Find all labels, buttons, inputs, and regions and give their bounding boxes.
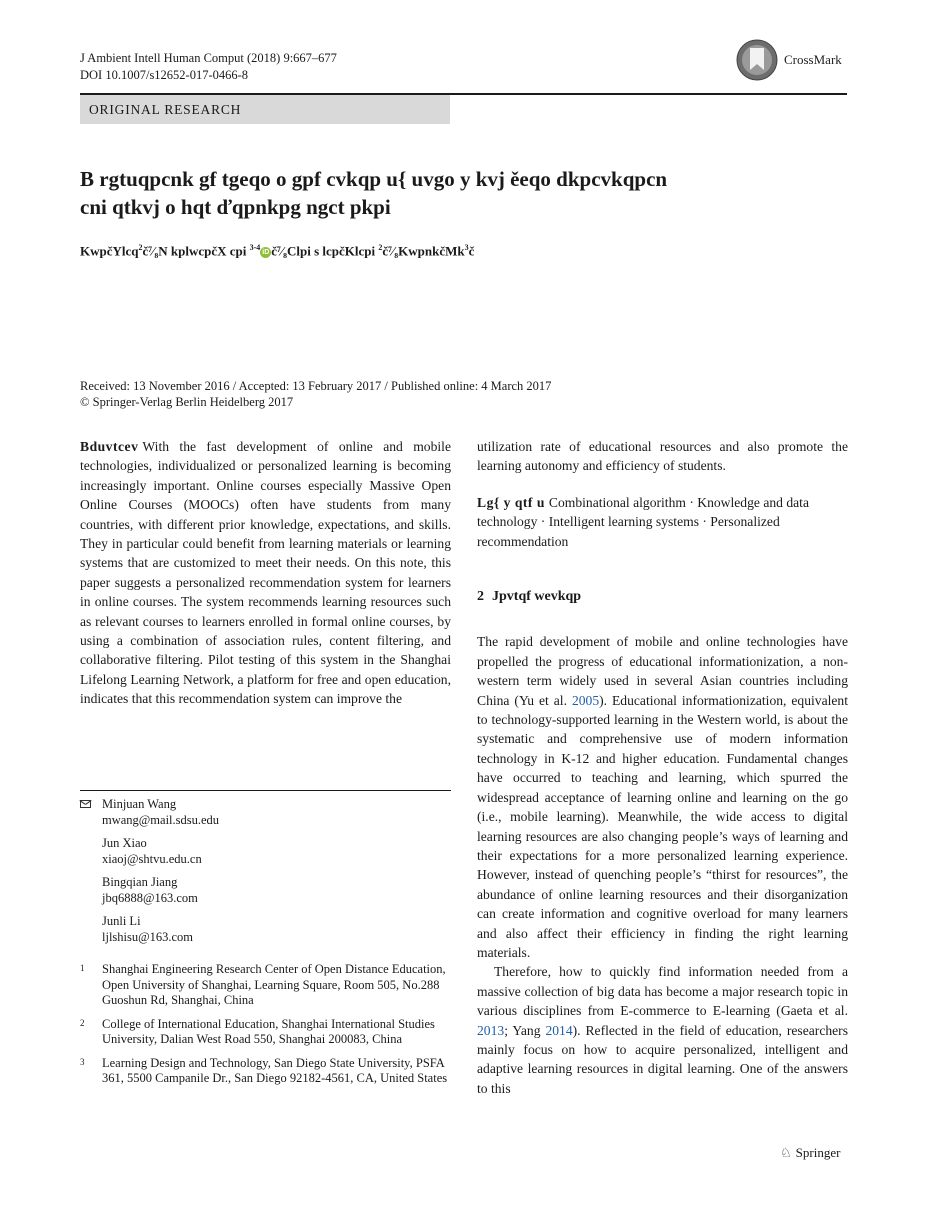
citation-link[interactable]: 2013 <box>477 1022 505 1038</box>
dates-line: Received: 13 November 2016 / Accepted: 13 February 2017 / Published online: 4 March 2017 <box>80 379 552 393</box>
author-text-1: KwpčYlcq <box>80 243 139 259</box>
article-title <box>80 165 800 221</box>
affiliation-text: Shanghai Engineering Research Center of Open Distance Education, Open University of Shanghai, Learning Square, Room 505, No.288 Guoshun Rd, Shanghai, China <box>102 962 446 1007</box>
section-title: Jpvtqf wevkqp <box>492 589 582 605</box>
contact-email[interactable]: mwang@mail.sdsu.edu <box>102 812 220 827</box>
title-line-1: B rgtuqpcnk gf tgeqo o gpf cvkqp u{ uvgo y kvj ěeqo dkpcvkqpcn <box>80 167 668 191</box>
contact-name: Jun Xiao <box>102 836 147 850</box>
intro-paragraph-1 <box>477 632 848 962</box>
publisher-name: Springer <box>795 1145 841 1160</box>
orcid-icon[interactable]: iD <box>262 249 270 257</box>
crossmark-icon <box>736 39 778 81</box>
author-text-3: č⁷⁄₈Clpi s lcpčKlcpi <box>271 243 379 259</box>
author-sup-2: 3-4 <box>249 243 261 252</box>
author-text-4: č⁷⁄₈KwpnkčMk <box>382 243 465 259</box>
paragraph-text: The rapid development of mobile and online technologies have propelled the progress of educational informationization, a non-western term widely used in several Asian countries including China (Yu et al. <box>477 634 848 708</box>
contact-entry <box>80 914 451 945</box>
affiliation-number: 3 <box>80 1056 85 1067</box>
title-line-2: cni qtkvj o hqt ďqpnkpg ngct pkpi <box>80 195 391 219</box>
contact-email[interactable]: xiaoj@shtvu.edu.cn <box>102 851 202 866</box>
paragraph-text: ). Reflected in the field of education, researchers mainly focus on how to acquire personalized, intelligent and adaptive learning resources in digital learning. One of the answers to this <box>477 1022 849 1096</box>
article-type-banner: ORIGINAL RESEARCH <box>80 95 450 124</box>
contact-name: Junli Li <box>102 914 141 928</box>
keywords-text: Combinational algorithm · Knowledge and data technology · Intelligent learning systems · Personalized recommendation <box>477 494 809 549</box>
affiliation-entry <box>80 962 451 1009</box>
abstract-text: With the fast development of online and mobile technologies, individualized or personalized learning is becoming increasingly important. Online courses especially Massive Open Online Courses (MOOCs) often have students from many countries, with different prior knowledge, expectations, and skills. They in particular could benefit from learning materials or learning systems that are customized to meet their needs. On this note, this paper suggests a personalized recommendation system for learners in online courses. The system recommends learning resources such as relevant courses to learners enrolled in formal online courses, by using a combination of association rules, content filtering, and collaborative filtering. Pilot testing of this system in the Shanghai Lifelong Learning Network, a platform for free and open education, indicates that this recommendation system can improve the <box>80 439 451 707</box>
author-sup-3: 2 <box>378 243 383 252</box>
affiliation-text: College of International Education, Shanghai International Studies University, Dalian West Road 550, Shanghai 200083, China <box>102 1016 435 1046</box>
journal-doi[interactable]: DOI 10.1007/s12652-017-0466-8 <box>80 68 249 82</box>
affiliation-number: 1 <box>80 963 85 973</box>
paragraph-text: ; Yang <box>504 1022 546 1038</box>
author-text-2: č⁷⁄₈N kplwcpčX cpi <box>142 243 250 259</box>
publisher-footer <box>780 1145 840 1161</box>
intro-paragraph-2 <box>477 962 848 1098</box>
abstract-heading: Bduvtcev <box>80 439 139 454</box>
author-sup-1: 2 <box>138 243 143 252</box>
affiliation-entry <box>80 1017 451 1048</box>
publication-dates <box>80 378 780 410</box>
paragraph-text: ). Educational informationization, equivalent to technology-supported learning in the Western world, is about the systematic and comprehensive use of modern information technology in K-12 and higher education. Fundamental changes have occurred to teaching and learning, which spurred the widespread acceptance of learning online and learning on the go (i.e., mobile learning). Meanwhile, the wide access to digital learning resources are also changing people’s ways of learning and their expectations for a more personalized learning experience. However, instead of quenching people’s “thirst for resources”, the abundance of online learning resources and their disorganization can create information and cognitive overload for many learners and also affect their efficiency in finding the right learning materials. <box>477 692 849 960</box>
author-sup-4: 3 <box>464 243 469 252</box>
crossmark-badge[interactable] <box>736 38 848 82</box>
footnote-rule <box>80 790 451 791</box>
contact-entry <box>80 836 451 867</box>
keywords <box>477 493 848 551</box>
section-number: 2 <box>477 589 484 605</box>
contact-name: Bingqian Jiang <box>102 875 178 889</box>
paragraph-text: Therefore, how to quickly find information needed from a massive collection of big data has become a major research topic in various disciplines from E-commerce to E-learning (Gaeta et al. <box>477 964 848 1019</box>
contact-list <box>80 797 451 953</box>
keywords-heading: Lg{ y qtf u <box>477 494 545 510</box>
section-heading <box>477 587 848 606</box>
copyright-line: © Springer-Verlag Berlin Heidelberg 2017 <box>80 395 294 409</box>
contact-name: Minjuan Wang <box>102 797 177 811</box>
citation-link[interactable]: 2005 <box>571 692 600 708</box>
affiliation-entry <box>80 1056 451 1087</box>
envelope-icon <box>80 800 91 808</box>
abstract-continuation: utilization rate of educational resources and also promote the learning autonomy and efficiency of students. <box>477 439 848 474</box>
contact-entry <box>80 875 451 906</box>
author-list <box>80 243 800 259</box>
affiliation-list <box>80 962 451 1095</box>
springer-horse-icon: ♘ <box>780 1145 792 1160</box>
author-text-5: č <box>468 243 475 259</box>
crossmark-label: CrossMark <box>784 52 842 67</box>
citation-link[interactable]: 2014 <box>545 1022 573 1038</box>
affiliation-text: Learning Design and Technology, San Diego State University, PSFA 361, 5500 Campanile Dr., San Diego 92182-4561, CA, United States <box>102 1055 448 1085</box>
contact-entry <box>80 797 451 828</box>
affiliation-number: 2 <box>80 1017 85 1028</box>
contact-email[interactable]: ljlshisu@163.com <box>102 929 194 944</box>
right-column <box>477 437 848 1098</box>
journal-info <box>80 50 337 84</box>
abstract <box>80 437 451 709</box>
contact-email[interactable]: jbq6888@163.com <box>102 890 198 905</box>
journal-citation: J Ambient Intell Human Comput (2018) 9:667–677 <box>80 51 337 65</box>
